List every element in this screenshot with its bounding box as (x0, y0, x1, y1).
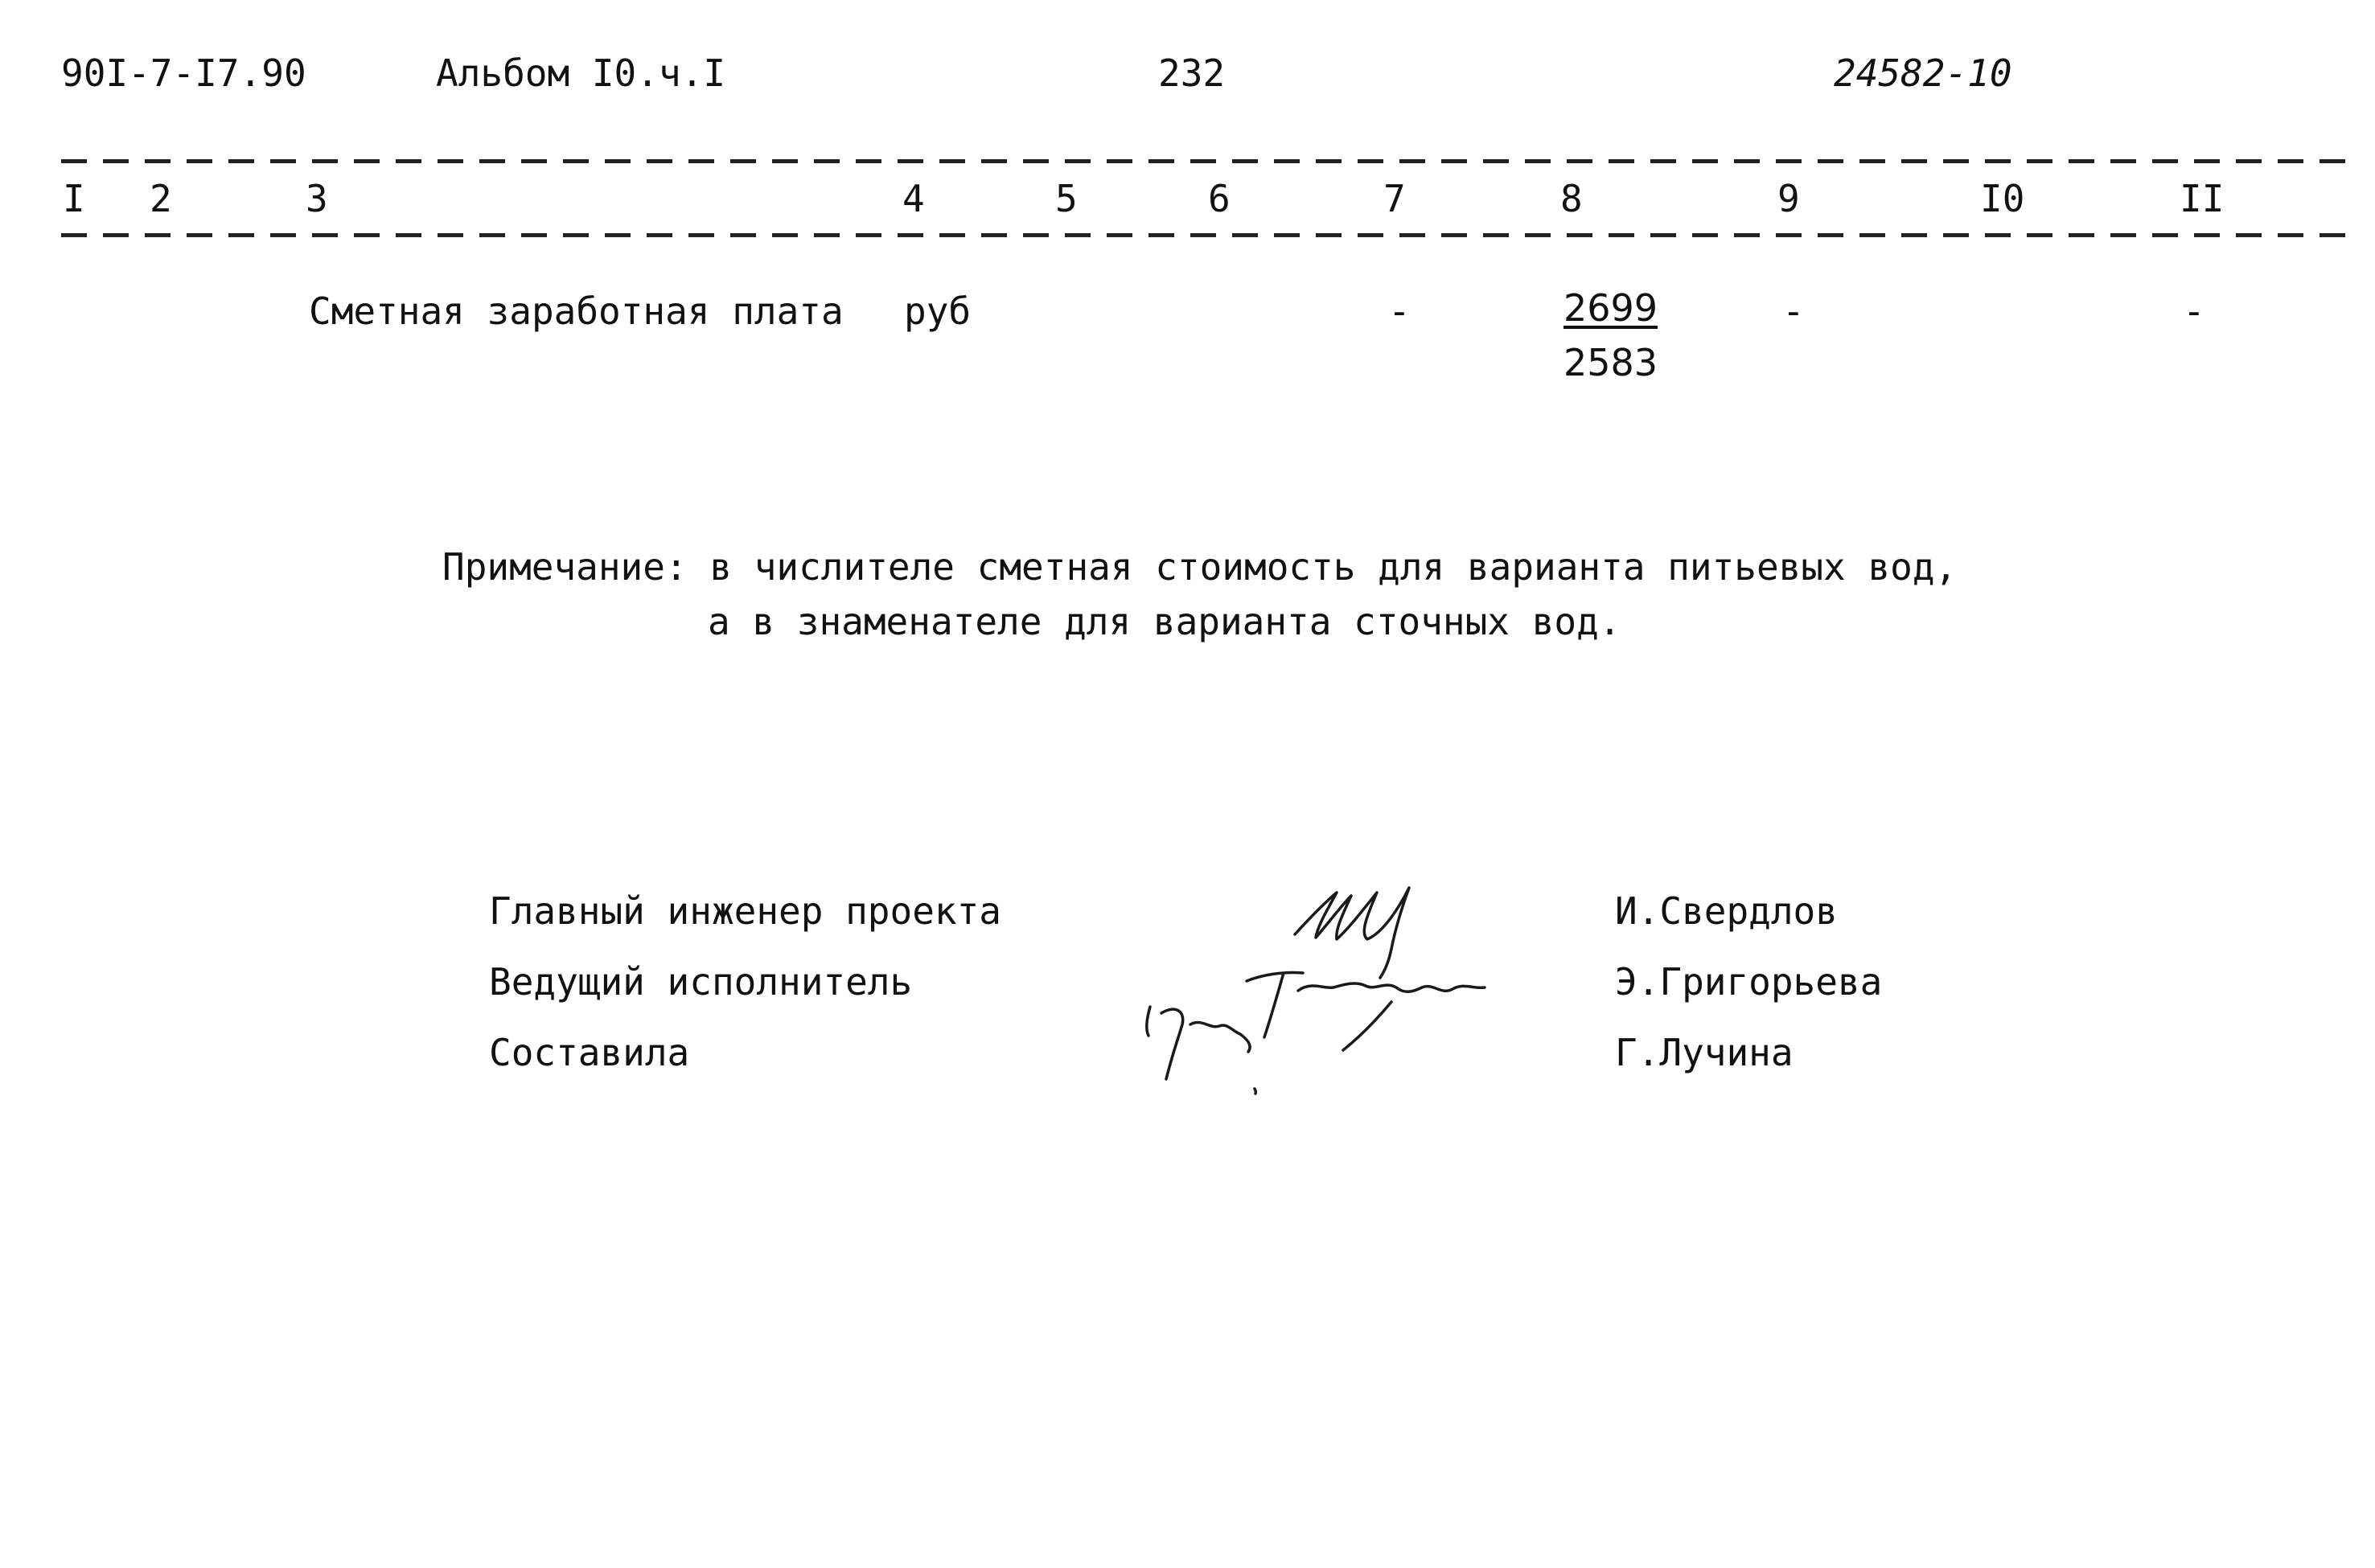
signature-scribble-3 (1147, 1007, 1256, 1094)
note-line-1: Примечание: в числителе сметная стоимость для варианта питьевых вод, (442, 545, 1958, 589)
signature-role-compiler: Составила (489, 1031, 690, 1074)
row-col8-denominator: 2583 (1563, 341, 1658, 384)
signature-scribble-1 (1295, 888, 1409, 978)
row-col7-value: - (1388, 289, 1411, 333)
signature-scribble-2 (1247, 972, 1485, 1050)
column-number-1: I (63, 177, 85, 220)
row-col11-value: - (2183, 289, 2205, 333)
column-number-2: 2 (150, 177, 172, 220)
column-number-3: 3 (306, 177, 328, 220)
column-number-8: 8 (1560, 177, 1583, 220)
column-number-5: 5 (1055, 177, 1078, 220)
document-code: 90I-7-I7.90 (61, 51, 306, 95)
column-number-11: II (2180, 177, 2225, 220)
column-number-6: 6 (1208, 177, 1231, 220)
archive-number: 24582-10 (1834, 51, 2012, 95)
column-number-9: 9 (1777, 177, 1800, 220)
row-col9-value: - (1782, 289, 1805, 333)
page-number: 232 (1158, 51, 1226, 95)
table-top-rule (61, 159, 2353, 163)
signature-name-chief-engineer: И.Свердлов (1615, 889, 1838, 933)
signature-role-lead-executor: Ведущий исполнитель (489, 960, 913, 1004)
table-bottom-rule (61, 233, 2353, 237)
column-number-4: 4 (902, 177, 925, 220)
row-name: Сметная заработная плата (309, 289, 844, 333)
album-label: Альбом I0.ч.I (436, 51, 726, 95)
note-line-2: а в знаменателе для варианта сточных вод. (708, 600, 1621, 643)
signature-role-chief-engineer: Главный инженер проекта (489, 889, 1001, 933)
row-unit: руб (904, 289, 972, 333)
signature-name-lead-executor: Э.Григорьева (1615, 960, 1883, 1004)
column-number-7: 7 (1383, 177, 1406, 220)
handwritten-signatures (1126, 860, 1576, 1102)
column-number-10: I0 (1980, 177, 2025, 220)
row-col8-numerator: 2699 (1563, 286, 1658, 330)
signature-name-compiler: Г.Лучина (1615, 1031, 1794, 1074)
